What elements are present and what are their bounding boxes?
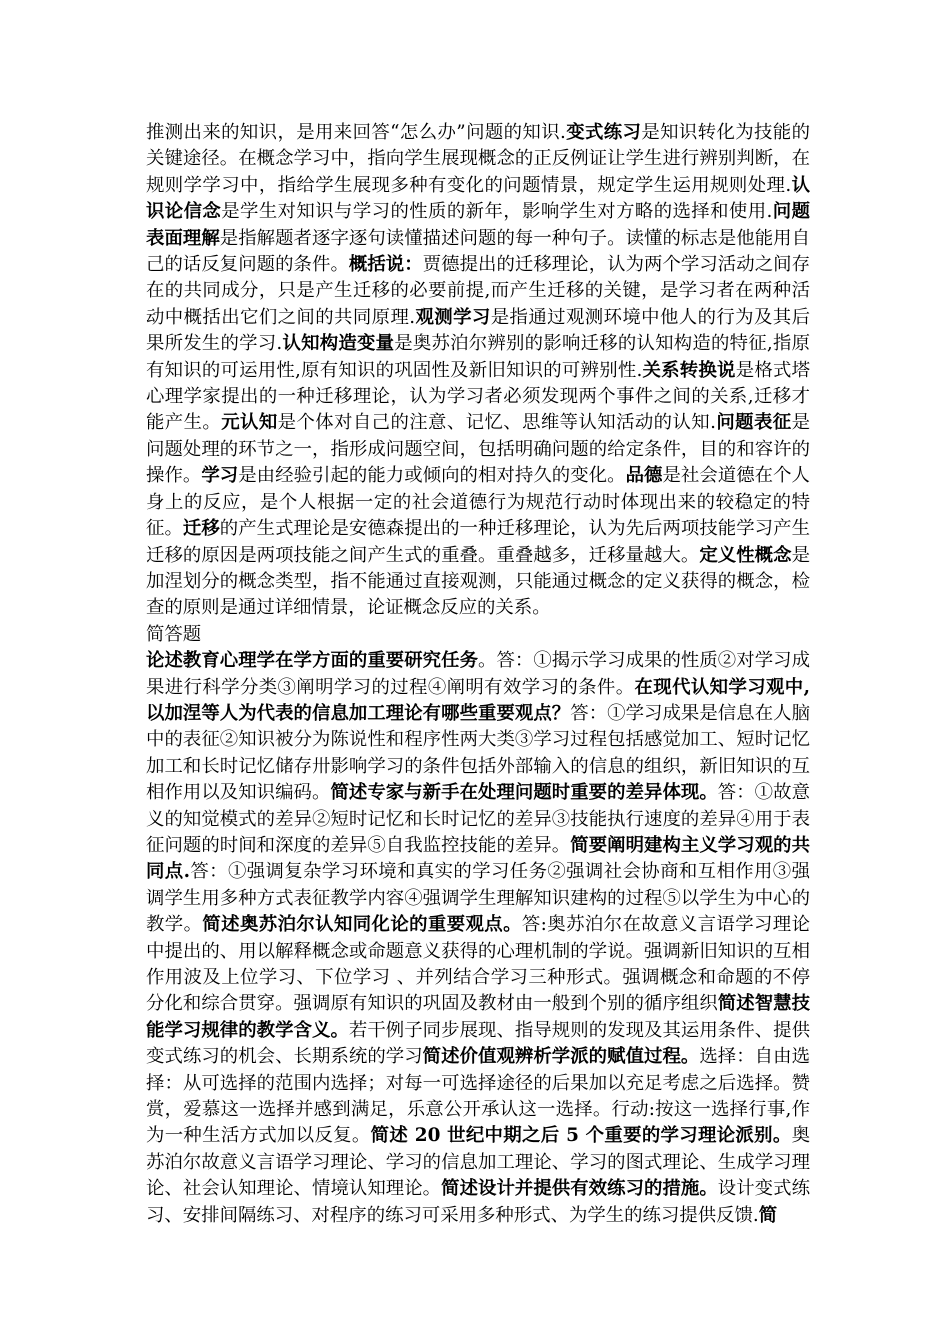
text-run: 是格式塔心理学家提出的一种迁移理论，认为学习者必须发现两个事件之间的关系,迁移才能产生。 bbox=[146, 359, 810, 434]
text-run: 答:奥苏泊尔在故意义言语学习理论中提出的、用以解释概念或命题意义获得的心理机制的学说。强调新旧知识的互相作用波及上位学习、下位学习 、并列结合学习三种形式。强调概念和命题的不停分化和综合贯穿。强调原有知识的巩固及教材由一般到个别的循序组织 bbox=[146, 914, 810, 1015]
bold-term: 简述奥苏泊尔认知同化论的重要观点。 bbox=[202, 914, 522, 936]
bold-term: 概括说： bbox=[348, 254, 423, 276]
bold-term: 变式练习 bbox=[565, 122, 642, 143]
text-run: 设计变式练习、安排间隔练习、对程序的练习可采用多种形式、为学生的练习提供反馈. bbox=[146, 1178, 810, 1226]
bold-term: 简 bbox=[758, 1204, 778, 1226]
bold-term: 元认知 bbox=[221, 412, 278, 434]
bold-term: 定义性概念 bbox=[699, 544, 792, 566]
text-run: 推测出来的知识，是用来回答“怎么办”问题的知识. bbox=[146, 122, 566, 143]
text-run: 是个体对自己的注意、记忆、思维等认知活动的认知. bbox=[277, 412, 716, 434]
text-run: 是社会道德在个人身上的反应，是个人根据一定的社会道德行为规范行动时体现出来的较稳定的特征。 bbox=[146, 465, 810, 540]
bold-term: 简述设计并提供有效练习的措施。 bbox=[441, 1178, 718, 1200]
text-run: 贾德提出的迁移理论，认为两个学习活动之间存在的共同成分，只是产生迁移的必要前提,而产生迁移的关键，是学习者在两种活动中概括出它们之间的共同原理. bbox=[146, 254, 810, 328]
text-run: 是由经验引起的能力或倾向的相对持久的变化。 bbox=[238, 465, 626, 487]
document-page bbox=[146, 120, 810, 1229]
text-run: 是加涅划分的概念类型，指不能通过直接观测，只能通过概念的定义获得的概念，检查的原则是通过详细情景，论证概念反应的关系。 bbox=[146, 544, 810, 619]
text-run: 是指通过观测环境中他人的行为及其后果所发生的学习. bbox=[146, 306, 810, 355]
definitions-paragraph bbox=[146, 120, 810, 622]
bold-term: 迁移 bbox=[182, 518, 220, 540]
bold-term: 观测学习 bbox=[415, 306, 491, 328]
bold-term: 简述智慧技能学习规律的教学含义。 bbox=[146, 993, 810, 1041]
text-run: 是知识转化为技能的关键途径。在概念学习中，指向学生展现概念的正反例证让学生进行辨别判断，在规则学学习中，指给学生展现多种有变化的问题情景，规定学生运用规则处理. bbox=[146, 122, 810, 196]
bold-term: 简述专家与新手在处理问题时重要的差异体现。 bbox=[330, 782, 718, 804]
bold-term: 学习 bbox=[201, 465, 239, 487]
text-run: 答：①故意义的知觉模式的差异②短时记忆和长时记忆的差异③技能执行速度的差异④用于表征问题的时间和深度的差异⑤自我监控技能的差异。 bbox=[146, 782, 810, 856]
bold-term: 简要阐明建构主义学习观的共同点. bbox=[146, 834, 810, 883]
bold-term: 在现代认知学习观中,以加涅等人为代表的信息加工理论有哪些重要观点？ bbox=[146, 676, 810, 724]
bold-term: 简述 20 世纪中期之后 5 个重要的学习理论派别。 bbox=[370, 1125, 792, 1147]
short-answer-paragraph bbox=[146, 648, 810, 1229]
text-run: 的产生式理论是安德森提出的一种迁移理论，认为先后两项技能学习产生迁移的原因是两项技能之间产生式的重叠。重叠越多，迁移量越大。 bbox=[146, 518, 810, 566]
section-heading: 简答题 bbox=[146, 623, 202, 645]
bold-term: 论述教育心理学在学方面的重要研究任务 bbox=[146, 650, 479, 672]
bold-term: 关系转换说 bbox=[642, 359, 736, 381]
bold-term: 问题表面理解 bbox=[146, 201, 810, 249]
text-run: 选择：自由选择：从可选择的范围内选择；对每一可选择途径的后果加以充足考虑之后选择。赞赏，爱慕这一选择并感到满足，乐意公开承认这一选择。行动:按这一选择行事,作为一种生活方式加以反复。 bbox=[146, 1046, 810, 1147]
text-run: 若干例子同步展现、指导规则的发现及其运用条件、提供变式练习的机会、长期系统的学习 bbox=[146, 1019, 810, 1068]
text-run: 是问题处理的环节之一，指形成问题空间，包括明确问题的给定条件，目的和容许的操作。 bbox=[146, 412, 810, 487]
text-run: 是奥苏泊尔辨别的影响迁移的认知构造的特征,指原有知识的可运用性,原有知识的巩固性及新旧知识的可辨别性. bbox=[146, 333, 810, 381]
text-run: 答：①学习成果是信息在人脑中的表征②知识被分为陈说性和程序性两大类③学习过程包括感觉加工、短时记忆加工和长时记忆储存卅影响学习的条件包括外部输入的信息的组织，新旧知识的互相作用以及知识编码。 bbox=[146, 702, 810, 804]
text-run: 是指解题者逐字逐句读懂描述问题的每一种句子。读懂的标志是他能用自己的话反复问题的条件。 bbox=[146, 227, 810, 276]
bold-term: 认识论信念 bbox=[146, 174, 810, 223]
bold-term: 问题表征 bbox=[715, 412, 792, 434]
text-run: 答：①强调复杂学习环境和真实的学习任务②强调社会协商和互相作用③强调学生用多种方式表征教学内容④强调学生理解知识建构的过程⑤以学生为中心的教学。 bbox=[146, 861, 810, 936]
bold-term: 认知构造变量 bbox=[282, 333, 395, 355]
bold-term: 简述价值观辨析学派的赋值过程。 bbox=[422, 1046, 700, 1068]
text-run: 是学生对知识与学习的性质的新年，影响学生对方略的选择和使用. bbox=[221, 201, 773, 223]
text-run: 奥苏泊尔故意义言语学习理论、学习的信息加工理论、学习的图式理论、生成学习理论、社会认知理论、情境认知理论。 bbox=[146, 1125, 810, 1200]
text-run: 。答：①揭示学习成果的性质②对学习成果进行科学分类③阐明学习的过程④阐明有效学习的条件。 bbox=[146, 650, 810, 698]
bold-term: 品德 bbox=[625, 465, 663, 487]
